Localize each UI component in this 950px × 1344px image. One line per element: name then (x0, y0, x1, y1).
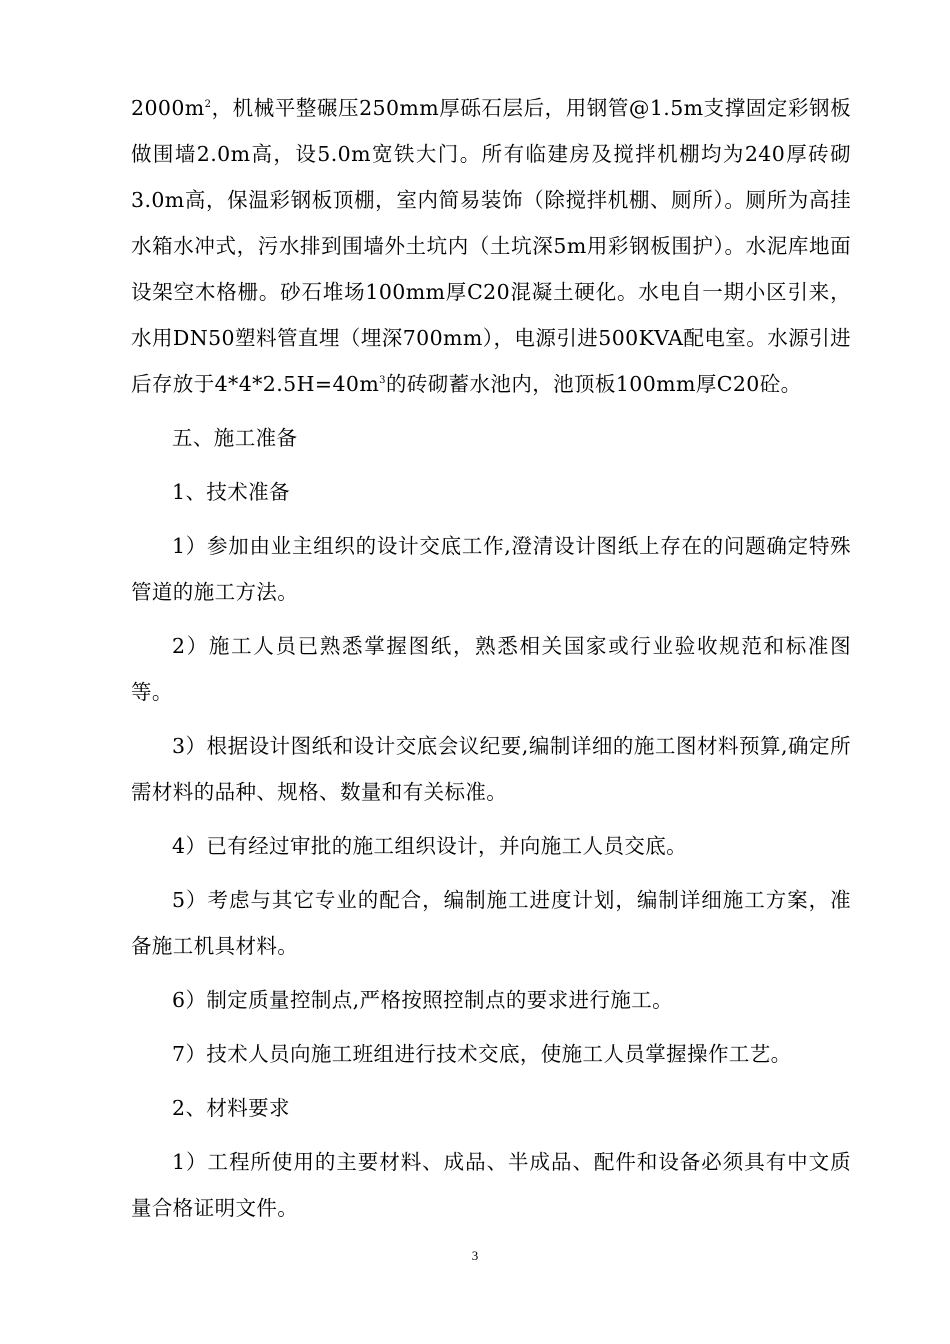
subsection-heading-technical-prep: 1、技术准备 (172, 480, 290, 504)
paragraph-item-7: 7）技术人员向施工班组进行技术交底，使施工人员掌握操作工艺。 (172, 1042, 792, 1066)
document-body (131, 85, 851, 1231)
page-number: 3 (471, 1248, 479, 1263)
intro-text-part1: 2000m (131, 96, 205, 120)
intro-text-part3: 的砖砌蓄水池内，池顶板100mm厚C20砼。 (385, 372, 802, 396)
subsection-heading-material-requirements: 2、材料要求 (172, 1096, 290, 1120)
paragraph-item-6: 6）制定质量控制点,严格按照控制点的要求进行施工。 (172, 988, 674, 1012)
superscript-2: 2 (204, 99, 212, 111)
paragraph-item-5: 5）考虑与其它专业的配合，编制施工进度计划，编制详细施工方案，准备施工机具材料。 (131, 888, 851, 958)
intro-text-part2: ，机械平整碾压250mm厚砾石层后，用钢管@1.5m支撑固定彩钢板做围墙2.0m高，设5.0m宽铁大门。所有临建房及搅拌机棚均为240厚砖砌3.0m高，保温彩钢板顶棚，室内简易装饰（除搅拌机棚、厕所）。厕所为高挂水箱水冲式，污水排到围墙外土坑内（土坑深5m用彩钢板围护）。水泥库地面设架空木格栅。砂石堆场100mm厚C20混凝土硬化。水电自一期小区引来，水用DN50塑料管直埋（埋深700mm），电源引进500KVA配电室。水源引进后存放于4*4*2.5H=40m (131, 96, 851, 396)
paragraph-item-2: 2）施工人员已熟悉掌握图纸，熟悉相关国家或行业验收规范和标准图等。 (131, 634, 851, 704)
section-heading-construction-prep: 五、施工准备 (172, 426, 298, 450)
paragraph-item-1: 1）参加由业主组织的设计交底工作,澄清设计图纸上存在的问题确定特殊管道的施工方法。 (131, 534, 851, 604)
paragraph-item-3: 3）根据设计图纸和设计交底会议纪要,编制详细的施工图材料预算,确定所需材料的品种、规格、数量和有关标准。 (131, 734, 851, 804)
paragraph-material-item-1: 1）工程所使用的主要材料、成品、半成品、配件和设备必须具有中文质量合格证明文件。 (131, 1150, 851, 1220)
superscript-3: 3 (379, 375, 386, 387)
paragraph-item-4: 4）已有经过审批的施工组织设计，并向施工人员交底。 (172, 834, 688, 858)
intro-paragraph (131, 85, 851, 407)
